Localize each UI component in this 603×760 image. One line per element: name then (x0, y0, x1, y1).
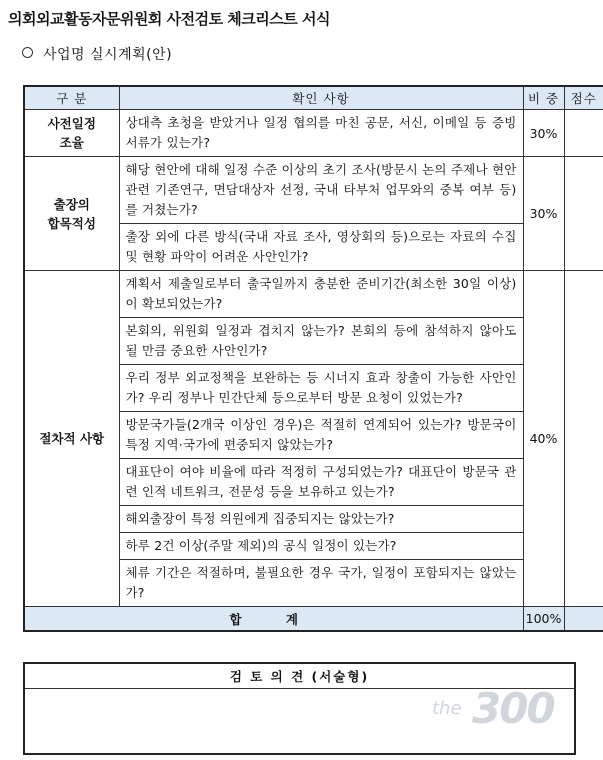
category-label: 조율 (59, 135, 84, 150)
header-category: 구 분 (24, 86, 119, 110)
category-cell (24, 110, 119, 157)
checklist-table (23, 85, 603, 632)
score-cell[interactable] (564, 271, 603, 607)
category-label: 출장의 (53, 196, 90, 212)
score-cell[interactable] (564, 157, 603, 271)
checklist-body (24, 110, 603, 607)
check-item: 해당 현안에 대해 일정 수준 이상의 초기 조사(방문시 논의 주제나 현안관련 기존연구, 면담대상자 선정, 국내 타부처 업무와의 중복 여부 등)를 거쳤는가? (119, 157, 523, 224)
project-subtitle (22, 44, 172, 64)
circle-bullet-icon (22, 47, 33, 58)
header-weight: 비 중 (523, 86, 564, 110)
checklist-row (24, 110, 603, 157)
check-item: 상대측 초청을 받았거나 일정 협의를 마친 공문, 서신, 이메일 등 증빙서류가 있는가? (119, 110, 523, 157)
category-cell (24, 271, 119, 607)
score-cell[interactable] (564, 110, 603, 157)
check-item: 방문국가들(2개국 이상인 경우)은 적절히 연계되어 있는가? 방문국이 특정 지역·국가에 편중되지 않았는가? (119, 412, 523, 459)
category-label: 절차적 사항 (39, 431, 105, 446)
checklist-row (24, 157, 603, 224)
weight-cell: 30% (523, 110, 564, 157)
total-row (24, 607, 603, 632)
checklist-row (24, 271, 603, 318)
header-score: 점수 (564, 86, 603, 110)
header-row (24, 86, 603, 110)
watermark-number: 300 (472, 684, 554, 733)
total-label: 합 계 (24, 607, 523, 632)
check-item: 해외출장이 특정 의원에게 집중되지는 않았는가? (119, 506, 523, 533)
weight-cell: 30% (523, 157, 564, 271)
category-label: 사전일정 (47, 116, 96, 131)
weight-cell: 40% (523, 271, 564, 607)
category-cell (24, 157, 119, 271)
check-item: 체류 기간은 적절하며, 불필요한 경우 국가, 일정이 포함되지는 않았는가? (119, 560, 523, 607)
check-item: 계획서 제출일로부터 출국일까지 충분한 준비기간(최소한 30일 이상)이 확보되었는가? (119, 271, 523, 318)
check-item: 출장 외에 다른 방식(국내 자료 조사, 영상회의 등)으로는 자료의 수집 및 현황 파악이 어려운 사안인가? (119, 224, 523, 271)
check-item: 대표단이 여야 비율에 따라 적정히 구성되었는가? 대표단이 방문국 관련 인적 네트워크, 전문성 등을 보유하고 있는가? (119, 459, 523, 506)
check-item: 본회의, 위원회 일정과 겹치지 않는가? 본회의 등에 참석하지 않아도 될 만큼 중요한 사안인가? (119, 318, 523, 365)
total-weight: 100% (523, 607, 564, 632)
check-item: 우리 정부 외교정책을 보완하는 등 시너지 효과 창출이 가능한 사안인가? 우리 정부나 민간단체 등으로부터 방문 요청이 있었는가? (119, 365, 523, 412)
check-item: 하루 2건 이상(주말 제외)의 공식 일정이 있는가? (119, 533, 523, 560)
category-label: 합목적성 (47, 215, 96, 231)
page-title: 의회외교활동자문위원회 사전검토 체크리스트 서식 (8, 10, 330, 28)
review-header: 검 토 의 견 (서술형) (24, 663, 575, 689)
subtitle-text: 사업명 실시계획(안) (43, 47, 173, 63)
watermark-prefix: the (432, 698, 462, 719)
total-score-cell[interactable] (564, 607, 603, 632)
header-item: 확인 사항 (119, 86, 523, 110)
